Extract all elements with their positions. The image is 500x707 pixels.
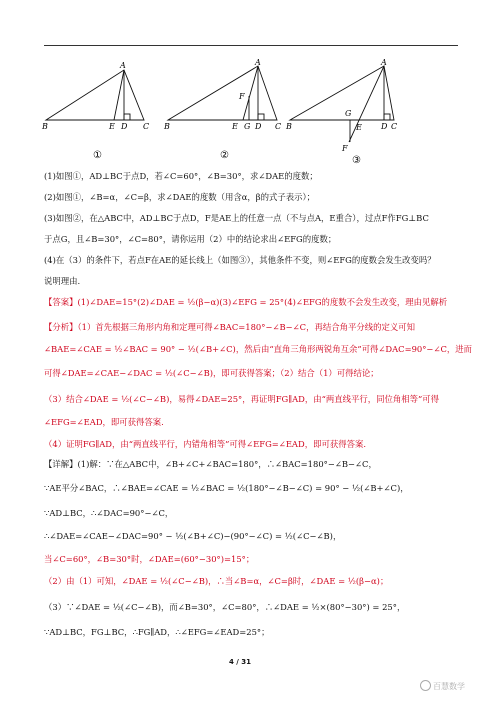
label-g-3: G — [345, 109, 352, 118]
label-c-2: C — [275, 122, 282, 131]
label-b-3: B — [286, 122, 292, 131]
label-a-3: A — [381, 58, 387, 67]
segment-ae-1 — [114, 70, 124, 120]
question-line: 说明理由. — [44, 276, 81, 286]
label-d-1: D — [121, 122, 128, 131]
figure-2 — [168, 66, 277, 120]
label-f-2: F — [239, 92, 245, 101]
label-e-2: E — [232, 122, 238, 131]
label-c-1: C — [143, 122, 150, 131]
geometry-figures — [40, 58, 460, 168]
label-b-2: B — [164, 122, 170, 131]
figure-3 — [290, 66, 394, 142]
label-e-3: E — [356, 123, 362, 132]
detail-line: ∵AE平分∠BAC，∴∠BAE=∠CAE = ½∠BAC = ½(180°−∠B−∠C) = 90° − ½(∠B+∠C)， — [44, 483, 409, 493]
analysis-line: （3）结合∠DAE = ½(∠C−∠B)，易得∠DAE=25°，再证明FG∥AD，由“两直线平行，同位角相等”可得 — [44, 394, 440, 404]
question-line: 于点G，且∠B=30°，∠C=80°，请你运用（2）中的结论求出∠EFG的度数； — [44, 234, 337, 244]
answer-line: 【答案】(1)∠DAE=15°(2)∠DAE = ½(β−α)(3)∠EFG = 25°(4)∠EFG的度数不会发生改变，理由见解析 — [44, 297, 448, 307]
question-line: (4)在（3）的条件下，若点F在AE的延长线上（如图③），其他条件不变，则∠EFG的度数会发生改变吗？ — [44, 255, 436, 265]
page-number: 4 / 31 — [229, 658, 252, 666]
label-d-2: D — [255, 122, 262, 131]
label-c-3: C — [391, 122, 398, 131]
triangle-abc-1 — [46, 70, 144, 120]
label-d-3: D — [381, 122, 388, 131]
detail-line: ∵AD⊥BC，FG⊥BC，∴FG∥AD，∴∠EFG=∠EAD=25°； — [44, 627, 270, 637]
label-b-1: B — [42, 122, 48, 131]
watermark-text: 百慧数学 — [433, 682, 465, 691]
watermark — [420, 680, 465, 692]
right-angle-mark-2 — [258, 114, 264, 120]
detail-line: 当∠C=60°，∠B=30°时，∠DAE=(60°−30°)=15°； — [44, 554, 255, 564]
question-line: (1)如图①，AD⊥BC于点D，若∠C=60°，∠B=30°，求∠DAE的度数； — [44, 171, 318, 181]
detail-line: 【详解】(1)解：∵在△ABC中，∠B+∠C+∠BAC=180°，∴∠BAC=180°−∠B−∠C， — [44, 459, 377, 469]
triangle-abc-3 — [290, 66, 394, 120]
header-rule — [44, 45, 458, 46]
label-f-3: F — [342, 144, 348, 153]
analysis-line: ∠BAE=∠CAE = ½∠BAC = 90° − ½(∠B+∠C)，然后由“直角三角形两锐角互余”可得∠DAC=90°−∠C，进而 — [44, 344, 472, 354]
detail-line: （3）∵∠DAE = ½(∠C−∠B)，而∠B=30°，∠C=80°，∴∠DAE = ½×(80°−30°) = 25°， — [44, 602, 406, 612]
right-angle-mark-1 — [124, 114, 130, 120]
label-e-1: E — [109, 122, 115, 131]
question-line: (3)如图②，在△ABC中，AD⊥BC于点D，F是AE上的任意一点（不与点A，E重合），过点F作FG⊥BC — [44, 213, 429, 223]
analysis-line: 可得∠DAE=∠CAE−∠DAC = ½(∠C−∠B)，即可获得答案；（2）结合（1）可得结论； — [44, 368, 379, 378]
figure-1 — [46, 70, 144, 120]
analysis-line: 【分析】（1）首先根据三角形内角和定理可得∠BAC=180°−∠B−∠C，再结合角平分线的定义可知 — [44, 322, 415, 332]
watermark-logo-icon — [420, 680, 431, 691]
label-a-2: A — [255, 58, 261, 67]
detail-line: （2）由（1）可知，∠DAE = ½(∠C−∠B)，∴当∠B=α，∠C=β时，∠DAE = ½(β−α)； — [44, 576, 389, 586]
right-angle-mark-3 — [384, 114, 390, 120]
detail-line: ∵AD⊥BC，∴∠DAC=90°−∠C， — [44, 508, 174, 518]
label-g-2: G — [244, 122, 251, 131]
label-a-1: A — [120, 61, 126, 70]
figure-number-2: ② — [220, 150, 229, 161]
analysis-line: （4）证明FG∥AD，由“两直线平行，内错角相等”可得∠EFG=∠EAD，即可获得答案. — [44, 439, 366, 449]
figure-number-3: ③ — [352, 155, 361, 166]
detail-line: ∴∠DAE=∠CAE−∠DAC=90° − ½(∠B+∠C)−(90°−∠C) = ½(∠C−∠B)， — [44, 531, 342, 541]
segment-af-3 — [349, 66, 384, 142]
question-line: (2)如图①，∠B=α，∠C=β，求∠DAE的度数（用含α，β的式子表示）； — [44, 192, 316, 202]
analysis-line: ∠EFG=∠EAD，即可获得答案. — [44, 417, 164, 427]
triangle-abc-2 — [168, 66, 277, 120]
figure-number-1: ① — [93, 150, 102, 161]
